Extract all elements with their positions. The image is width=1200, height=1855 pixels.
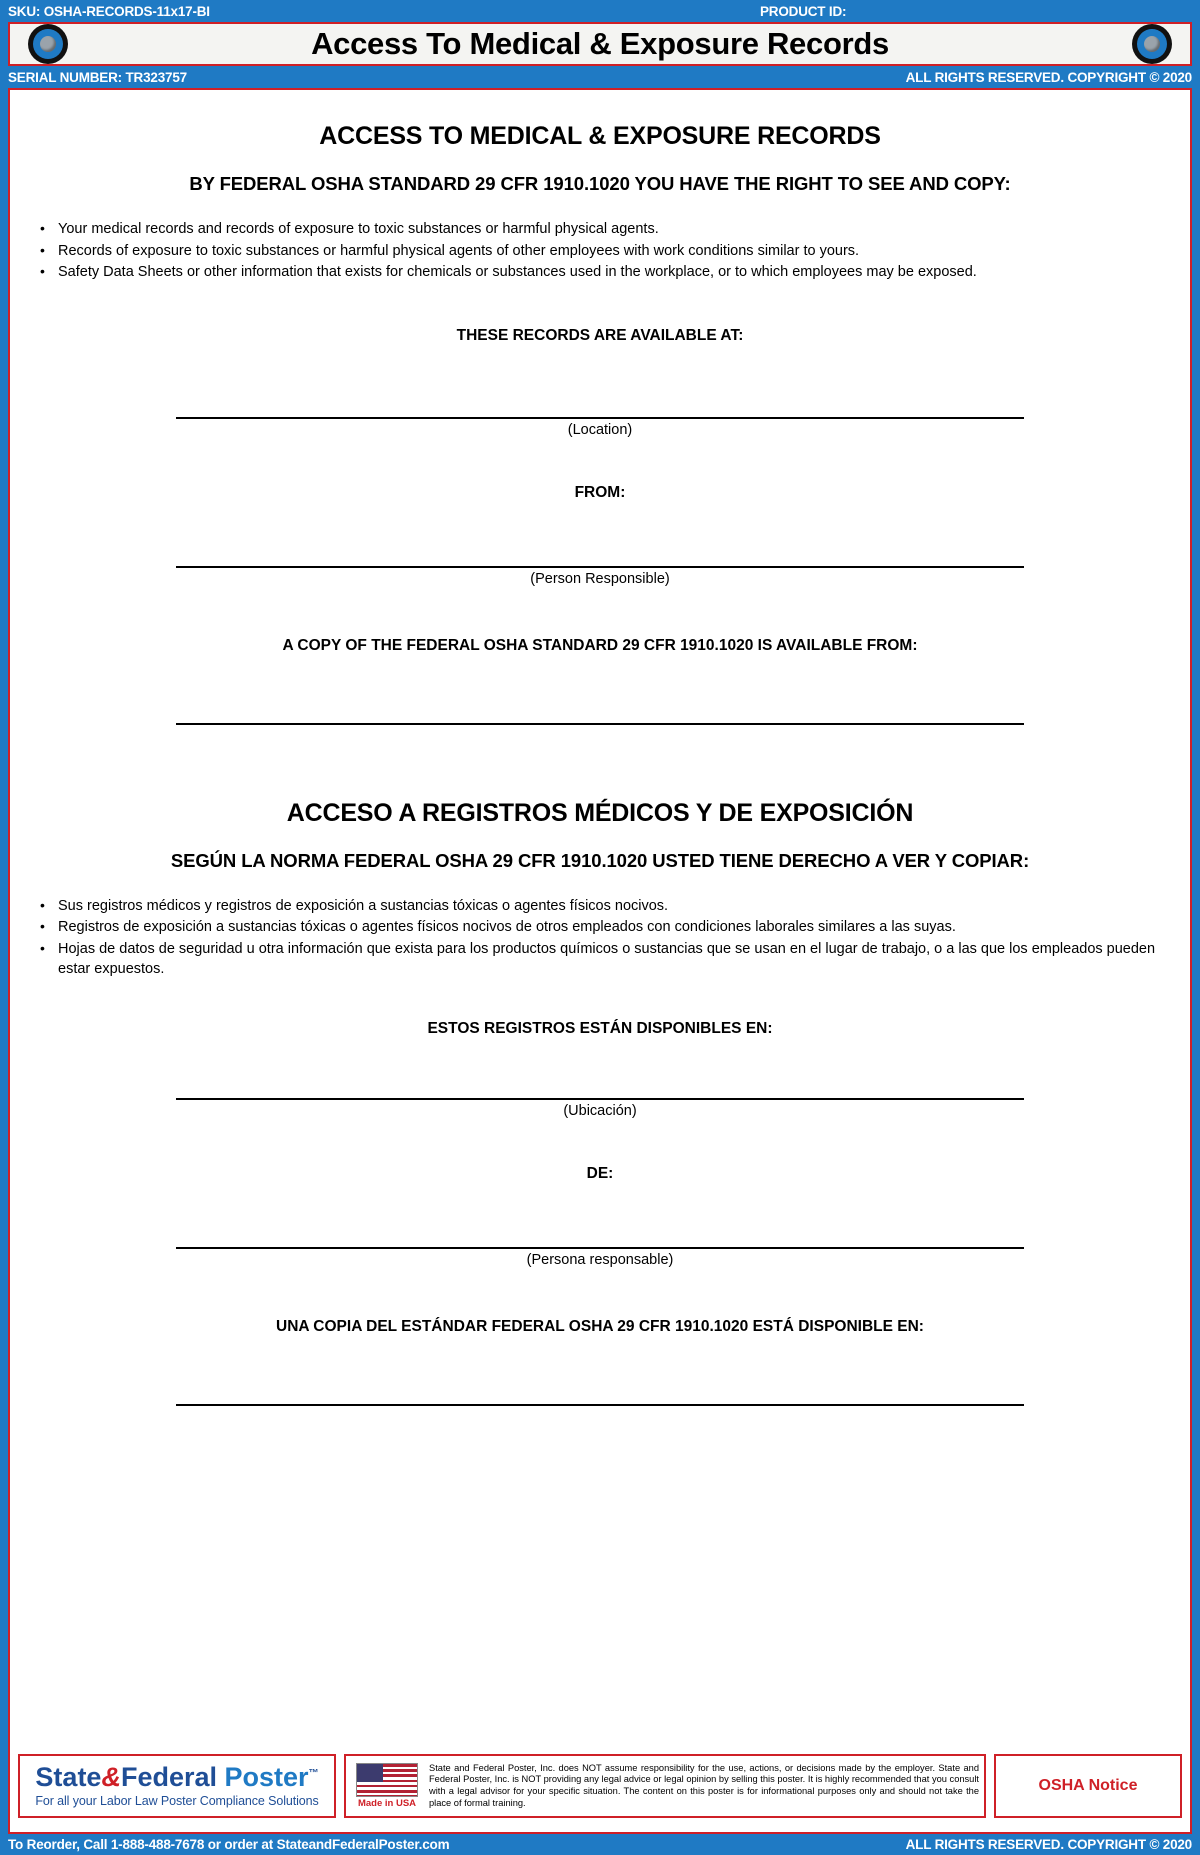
reorder-label[interactable]: To Reorder, Call 1-888-488-7678 or order at StateandFederalPoster.com: [8, 1837, 450, 1852]
english-location-caption: (Location): [567, 421, 633, 438]
spanish-available-label: ESTOS REGISTROS ESTÁN DISPONIBLES EN:: [427, 1020, 773, 1038]
english-person-rule: [176, 566, 1024, 568]
disclaimer-text: State and Federal Poster, Inc. does NOT assume responsibility for the use, actions, or decisions made by the employer. State and Federal Poster, Inc. is NOT providing any legal advice or legal opinion by selling this poster. It is highly recommended that you consult with a legal advisor for your specific situation. The content on this poster is for informational purposes only and should not take the place of formal training.: [429, 1762, 979, 1808]
spanish-person-caption: (Persona responsable): [526, 1252, 674, 1269]
english-rights-list: [30, 219, 1170, 283]
spanish-location-rule: [176, 1098, 1024, 1100]
brand-amp-text: &: [101, 1762, 121, 1792]
english-copy-field[interactable]: [176, 723, 1024, 725]
spanish-person-rule: [176, 1247, 1024, 1249]
logo-ring: [1137, 29, 1167, 59]
spanish-subtitle: SEGÚN LA NORMA FEDERAL OSHA 29 CFR 1910.1020 USTED TIENE DERECHO A VER Y COPIAR:: [170, 849, 1030, 871]
sku-label: SKU: OSHA-RECORDS-11x17-BI: [8, 3, 210, 19]
logo-core: [40, 36, 56, 52]
serial-number-label: SERIAL NUMBER: TR323757: [8, 69, 187, 85]
brand-state-text: State: [35, 1762, 102, 1792]
english-available-label: THESE RECORDS ARE AVAILABLE AT:: [456, 326, 744, 344]
trademark-icon: ™: [308, 1768, 319, 1779]
english-copy-label: A COPY OF THE FEDERAL OSHA STANDARD 29 CFR 1910.1020 IS AVAILABLE FROM:: [282, 636, 918, 654]
copyright-top-label: ALL RIGHTS RESERVED. COPYRIGHT © 2020: [905, 69, 1192, 85]
brand-poster-text: Poster: [224, 1762, 309, 1792]
poster-footer: [10, 1740, 1190, 1832]
list-item: • Records of exposure to toxic substances or harmful physical agents of other employees with work conditions similar to yours.: [30, 241, 1170, 262]
product-id-label: PRODUCT ID:: [760, 3, 847, 19]
brand-logo: [18, 1754, 336, 1818]
spanish-copy-label: UNA COPIA DEL ESTÁNDAR FEDERAL OSHA 29 CFR 1910.1020 ESTÁ DISPONIBLE EN:: [276, 1318, 924, 1336]
english-copy-rule: [176, 723, 1024, 725]
spanish-copy-field[interactable]: [176, 1404, 1024, 1406]
list-item: • Safety Data Sheets or other information that exists for chemicals or substances used in the workplace, or to which employees may be exposed.: [30, 262, 1170, 283]
made-in-usa-block: [351, 1763, 423, 1809]
flag-canton: [357, 1764, 383, 1782]
english-person-field[interactable]: [176, 566, 1024, 587]
english-subtitle: BY FEDERAL OSHA STANDARD 29 CFR 1910.1020 YOU HAVE THE RIGHT TO SEE AND COPY:: [189, 173, 1011, 194]
osha-notice-badge: [994, 1754, 1182, 1818]
osha-notice-label: OSHA Notice: [1038, 1777, 1138, 1794]
logo-icon-right: [1132, 24, 1172, 64]
brand-wordmark: [35, 1764, 318, 1791]
logo-ring: [33, 29, 63, 59]
poster-content: [10, 90, 1190, 1740]
english-title: ACCESS TO MEDICAL & EXPOSURE RECORDS: [319, 122, 881, 150]
serial-copyright-strip: [0, 66, 1200, 88]
spanish-from-label: DE:: [586, 1165, 614, 1183]
copyright-bottom-label: ALL RIGHTS RESERVED. COPYRIGHT © 2020: [905, 1837, 1192, 1852]
brand-federal-text: Federal: [120, 1762, 217, 1792]
bottom-meta-strip: [0, 1834, 1200, 1855]
spanish-location-field[interactable]: [176, 1098, 1024, 1119]
title-banner: [8, 22, 1192, 66]
poster-sheet: [8, 88, 1192, 1834]
spanish-rights-list: [30, 896, 1170, 980]
made-in-usa-label: Made in USA: [357, 1798, 417, 1809]
list-item: • Sus registros médicos y registros de exposición a sustancias tóxicas o agentes físicos nocivos.: [30, 896, 1170, 917]
spanish-copy-rule: [176, 1404, 1024, 1406]
list-item: • Your medical records and records of exposure to toxic substances or harmful physical agents.: [30, 219, 1170, 240]
logo-icon-left: [28, 24, 68, 64]
list-item: • Registros de exposición a sustancias tóxicas o agentes físicos nocivos de otros empleados con condiciones laborales similares a las suyas.: [30, 917, 1170, 938]
english-from-label: FROM:: [574, 483, 626, 501]
us-flag-icon: [356, 1763, 418, 1797]
top-meta-strip: [0, 0, 1200, 22]
english-location-rule: [176, 417, 1024, 419]
english-person-caption: (Person Responsible): [530, 570, 670, 587]
poster-title: Access To Medical & Exposure Records: [311, 26, 889, 61]
english-location-field[interactable]: [176, 417, 1024, 438]
spanish-person-field[interactable]: [176, 1247, 1024, 1268]
disclaimer-panel: [344, 1754, 986, 1818]
brand-tagline: For all your Labor Law Poster Compliance Solutions: [35, 1794, 319, 1808]
spanish-location-caption: (Ubicación): [563, 1103, 637, 1120]
list-item: • Hojas de datos de seguridad u otra información que exista para los productos químicos o sustancias que se usan en el lugar de trabajo, o a las que los empleados pueden estar expuestos.: [30, 939, 1170, 980]
logo-core: [1144, 36, 1160, 52]
spanish-title: ACCESO A REGISTROS MÉDICOS Y DE EXPOSICIÓN: [286, 798, 914, 827]
